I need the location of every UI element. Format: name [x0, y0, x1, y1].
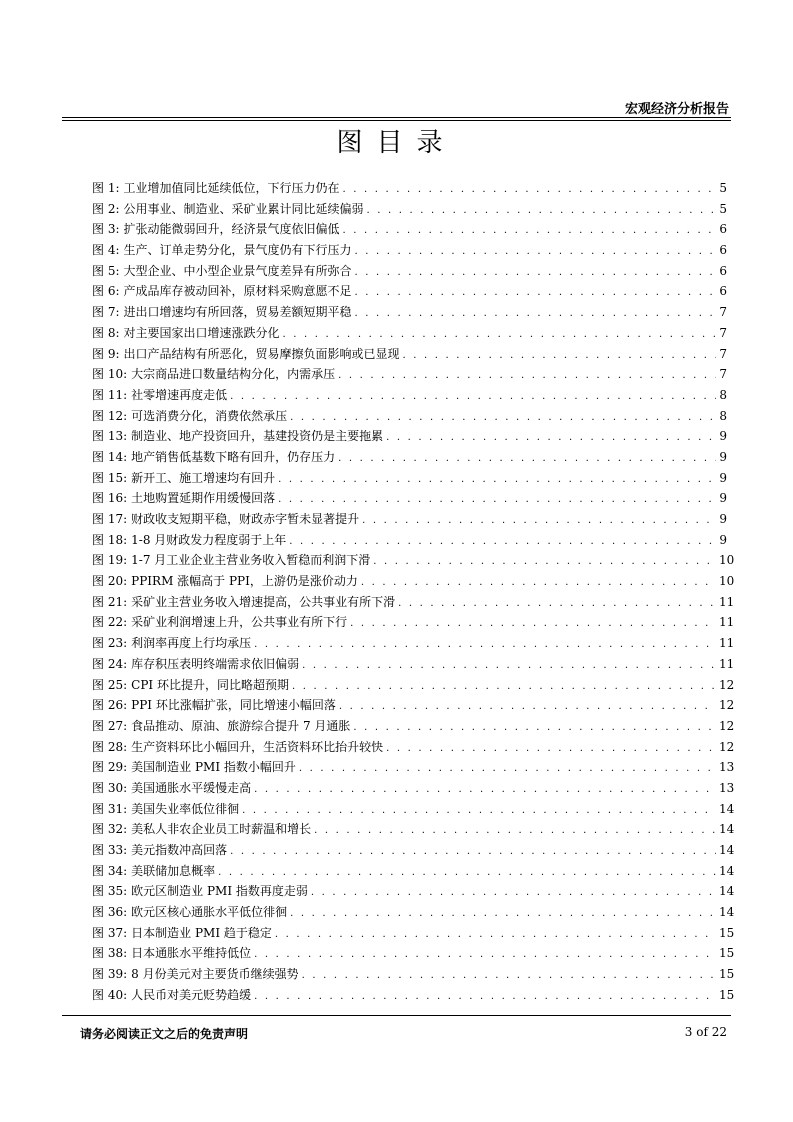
- toc-entry-page[interactable]: 11: [719, 615, 735, 630]
- toc-entry-title[interactable]: 1-8 月财政发力程度弱于上年: [131, 532, 287, 547]
- toc-dot-leader: [299, 759, 716, 780]
- toc-entry-title[interactable]: 食品推动、原油、旅游综合提升 7 月通胀: [131, 718, 351, 733]
- toc-entry[interactable]: [92, 861, 735, 882]
- toc-entry-page[interactable]: 11: [719, 656, 735, 671]
- toc-entry-page[interactable]: 7: [719, 305, 727, 320]
- toc-entry-label: 图 27:: [92, 718, 128, 733]
- toc-entry-page[interactable]: 15: [719, 925, 735, 940]
- toc-entry-label: 图 25:: [92, 677, 128, 692]
- toc-entry-page[interactable]: 9: [719, 449, 727, 464]
- toc-entry-label: 图 30:: [92, 780, 128, 795]
- toc-entry[interactable]: [92, 530, 727, 551]
- toc-entry-label: 图 13:: [92, 429, 128, 444]
- toc-entry-page[interactable]: 9: [719, 429, 727, 444]
- toc-dot-leader: [230, 842, 716, 863]
- toc-entry-page[interactable]: 9: [719, 512, 727, 526]
- toc-entry-title[interactable]: 8 月份美元对主要货币继续强势: [131, 967, 299, 982]
- toc-entry[interactable]: [92, 819, 735, 840]
- toc-entry[interactable]: [92, 654, 735, 675]
- toc-entry-label: 图 38:: [92, 946, 128, 961]
- toc-entry-title[interactable]: 美联储加息概率: [131, 863, 216, 878]
- toc-entry-label: 图 21:: [92, 594, 128, 609]
- toc-dot-leader: [283, 325, 716, 346]
- toc-entry-page[interactable]: 6: [719, 243, 727, 258]
- toc-entry-label: 图 24:: [92, 656, 128, 671]
- toc-entry-page[interactable]: 15: [719, 946, 735, 961]
- header-rule: [62, 117, 731, 118]
- toc-entry-title[interactable]: 生产、订单走势分化，景气度仍有下行压力: [123, 243, 352, 258]
- toc-entry-page[interactable]: 15: [719, 967, 735, 982]
- toc-entry-title[interactable]: 美国失业率低位徘徊: [131, 801, 240, 816]
- toc-dot-leader: [290, 904, 716, 925]
- toc-entry-title[interactable]: 欧元区制造业 PMI 指数再度走弱: [131, 884, 308, 899]
- toc-entry-title[interactable]: 工业增加值同比延续低位，下行压力仍在: [123, 181, 340, 195]
- toc-entry-page[interactable]: 11: [719, 636, 735, 651]
- toc-entry-page[interactable]: 9: [719, 532, 727, 547]
- footer-page-number: 3 of 22: [684, 1025, 727, 1039]
- toc-entry-page[interactable]: 12: [719, 698, 735, 713]
- toc-entry-title[interactable]: 大型企业、中小型企业景气度差异有所弥合: [123, 263, 352, 278]
- toc-entry-title[interactable]: 出口产品结构有所恶化，贸易摩擦负面影响或已显现: [123, 346, 400, 361]
- toc-entry[interactable]: [92, 406, 727, 427]
- toc-entry[interactable]: [92, 426, 727, 447]
- toc-entry-page[interactable]: 7: [719, 346, 727, 361]
- toc-dot-leader: [275, 925, 716, 946]
- toc-entry[interactable]: [92, 695, 735, 716]
- toc-entry-title[interactable]: 日本通胀水平维持低位: [131, 946, 252, 961]
- toc-entry-label: 图 31:: [92, 801, 128, 816]
- toc-dot-leader: [278, 490, 716, 511]
- toc-entry-page[interactable]: 8: [719, 387, 727, 402]
- toc-entry-label: 图 37:: [92, 925, 128, 940]
- toc-entry[interactable]: [92, 964, 735, 985]
- toc-entry[interactable]: [92, 199, 727, 220]
- toc-dot-leader: [302, 966, 716, 987]
- toc-entry-page[interactable]: 5: [719, 181, 727, 195]
- toc-entry-label: 图 39:: [92, 967, 128, 982]
- toc-entry[interactable]: [92, 716, 735, 737]
- toc-dot-leader: [311, 883, 716, 904]
- toc-entry[interactable]: [92, 468, 727, 489]
- toc-dot-leader: [338, 366, 716, 387]
- footer-rule: [62, 1015, 731, 1016]
- toc-entry-label: 图 29:: [92, 760, 128, 775]
- toc-entry[interactable]: [92, 799, 735, 820]
- toc-dot-leader: [254, 945, 716, 966]
- toc-entry-label: 图 16:: [92, 491, 128, 506]
- toc-entry-label: 图 6:: [92, 284, 120, 299]
- toc-entry[interactable]: [92, 344, 727, 365]
- toc-entry-title[interactable]: 采矿业利润增速上升，公共事业有所下行: [131, 615, 348, 630]
- toc-entry-label: 图 20:: [92, 574, 128, 589]
- toc-entry[interactable]: [92, 737, 735, 758]
- toc-dot-leader: [278, 470, 716, 491]
- toc-entry-label: 图 19:: [92, 553, 128, 568]
- toc-entry-title[interactable]: 产成品库存被动回补，原材料采购意愿不足: [123, 284, 352, 299]
- toc-entry-title[interactable]: 进出口增速均有所回落，贸易差额短期平稳: [123, 305, 352, 320]
- toc-dot-leader: [355, 304, 716, 325]
- toc-dot-leader: [355, 283, 716, 304]
- toc-entry-title[interactable]: 财政收支短期平稳，财政赤字暂未显著提升: [131, 512, 360, 526]
- toc-entry[interactable]: [92, 592, 735, 613]
- toc-dot-leader: [302, 656, 716, 677]
- toc-entry-label: 图 10:: [92, 367, 128, 382]
- toc-dot-leader: [361, 573, 716, 594]
- toc-entry-label: 图 4:: [92, 243, 120, 258]
- toc-entry-title[interactable]: PPI 环比涨幅扩张，同比增速小幅回落: [131, 698, 336, 713]
- toc-entry-label: 图 2:: [92, 201, 120, 216]
- toc-entry-label: 图 28:: [92, 739, 128, 754]
- toc-entry[interactable]: [92, 612, 735, 633]
- toc-entry[interactable]: [92, 178, 727, 199]
- toc-entry[interactable]: [92, 757, 735, 778]
- toc-entry[interactable]: [92, 323, 727, 344]
- toc-entry-title[interactable]: 生产资料环比小幅回升，生活资料环比抬升较快: [131, 739, 384, 754]
- toc-entry-page[interactable]: 15: [719, 987, 735, 1002]
- toc-entry-label: 图 9:: [92, 346, 120, 361]
- toc-entry-title[interactable]: 库存积压表明终端需求依旧偏弱: [131, 656, 300, 671]
- toc-dot-leader: [353, 718, 716, 739]
- toc-entry[interactable]: [92, 364, 727, 385]
- toc-entry-page[interactable]: 9: [719, 491, 727, 506]
- toc-entry-label: 图 18:: [92, 532, 128, 547]
- toc-entry-page[interactable]: 5: [719, 201, 727, 216]
- toc-entry-title[interactable]: PPIRM 涨幅高于 PPI，上游仍是涨价动力: [131, 574, 358, 589]
- toc-entry-page[interactable]: 8: [719, 408, 727, 423]
- toc-entry[interactable]: [92, 447, 727, 468]
- toc-entry-page[interactable]: 10: [719, 574, 735, 589]
- toc-entry[interactable]: [92, 385, 727, 406]
- toc-dot-leader: [254, 987, 716, 1008]
- page-title: 图目录: [336, 128, 457, 158]
- toc-entry[interactable]: [92, 261, 727, 282]
- toc-entry-label: 图 36:: [92, 905, 128, 920]
- toc-entry-title[interactable]: 日本制造业 PMI 趋于稳定: [131, 925, 272, 940]
- toc-entry[interactable]: [92, 840, 735, 861]
- toc-dot-leader: [386, 739, 716, 760]
- toc-entry-label: 图 11:: [92, 387, 128, 402]
- toc-entry-title[interactable]: 采矿业主营业务收入增速提高，公共事业有所下滑: [131, 594, 396, 609]
- toc-dot-leader: [367, 201, 716, 222]
- toc-entry-page[interactable]: 12: [719, 718, 735, 733]
- toc-entry-label: 图 7:: [92, 305, 120, 320]
- toc-entry-title[interactable]: 美元指数冲高回落: [131, 843, 228, 857]
- toc-dot-leader: [218, 863, 716, 884]
- toc-entry-title[interactable]: 制造业、地产投资回升，基建投资仍是主要拖累: [131, 429, 384, 444]
- toc-entry-page[interactable]: 14: [719, 863, 735, 878]
- toc-entry-title[interactable]: 土地购置延期作用缓慢回落: [131, 491, 276, 506]
- toc-entry-page[interactable]: 7: [719, 367, 727, 382]
- report-header-title: 宏观经济分析报告: [624, 102, 729, 117]
- toc-entry-title[interactable]: 新开工、施工增速均有回升: [131, 470, 276, 485]
- toc-entry[interactable]: [92, 881, 735, 902]
- toc-entry-title[interactable]: 可选消费分化，消费依然承压: [131, 408, 288, 423]
- toc-entry-label: 图 15:: [92, 470, 128, 485]
- toc-entry[interactable]: [92, 488, 727, 509]
- toc-entry-label: 图 22:: [92, 615, 128, 630]
- toc-entry-label: 图 35:: [92, 884, 128, 899]
- toc-entry[interactable]: [92, 985, 735, 1006]
- toc-entry-label: 图 17:: [92, 512, 128, 526]
- toc-entry-label: 图 5:: [92, 263, 120, 278]
- figure-toc-list: [92, 178, 735, 1006]
- toc-entry-title[interactable]: 美国通胀水平缓慢走高: [131, 780, 252, 795]
- toc-entry-title[interactable]: 利润率再度上行均承压: [131, 636, 252, 651]
- toc-entry[interactable]: [92, 302, 727, 323]
- toc-entry-label: 图 14:: [92, 449, 128, 464]
- toc-entry-page[interactable]: 7: [719, 325, 727, 340]
- toc-entry-label: 图 34:: [92, 863, 128, 878]
- toc-entry-page[interactable]: 13: [719, 780, 735, 795]
- toc-entry-page[interactable]: 6: [719, 284, 727, 299]
- toc-entry-label: 图 8:: [92, 325, 120, 340]
- toc-entry-title[interactable]: 美国制造业 PMI 指数小幅回升: [131, 760, 296, 775]
- toc-dot-leader: [355, 263, 716, 284]
- toc-entry[interactable]: [92, 571, 735, 592]
- toc-entry[interactable]: [92, 633, 735, 654]
- toc-entry-page[interactable]: 14: [719, 884, 735, 899]
- toc-entry-label: 图 26:: [92, 698, 128, 713]
- toc-entry-page[interactable]: 13: [719, 760, 735, 775]
- toc-entry[interactable]: [92, 509, 727, 530]
- toc-entry-page[interactable]: 14: [719, 801, 735, 816]
- toc-entry-title[interactable]: 1-7 月工业企业主营业务收入暂稳而利润下滑: [131, 553, 371, 568]
- toc-entry-page[interactable]: 14: [719, 822, 735, 837]
- toc-dot-leader: [350, 614, 716, 635]
- toc-entry-title[interactable]: 欧元区核心通胀水平低位徘徊: [131, 905, 288, 920]
- toc-entry-title[interactable]: 美私人非农企业员工时薪温和增长: [131, 822, 312, 837]
- toc-entry-title[interactable]: CPI 环比提升，同比略超预期: [131, 677, 289, 692]
- toc-dot-leader: [292, 677, 716, 698]
- toc-dot-leader: [373, 552, 716, 573]
- toc-entry-label: 图 12:: [92, 408, 128, 423]
- toc-entry[interactable]: [92, 219, 727, 240]
- toc-dot-leader: [398, 594, 716, 615]
- header-rule-thin: [62, 120, 731, 121]
- toc-entry-page[interactable]: 10: [719, 553, 735, 568]
- toc-entry-title[interactable]: 公用事业、制造业、采矿业累计同比延续偏弱: [123, 201, 364, 216]
- toc-dot-leader: [338, 449, 716, 470]
- toc-dot-leader: [254, 780, 716, 801]
- toc-dot-leader: [386, 428, 716, 449]
- toc-dot-leader: [403, 346, 716, 367]
- toc-dot-leader: [362, 511, 716, 532]
- toc-entry-label: 图 33:: [92, 843, 128, 857]
- footer-disclaimer: 请务必阅读正文之后的免责声明: [80, 1027, 249, 1041]
- toc-entry[interactable]: [92, 943, 735, 964]
- toc-entry-title[interactable]: 对主要国家出口增速涨跌分化: [123, 325, 280, 340]
- toc-entry-title[interactable]: 人民币对美元贬势趋缓: [131, 987, 252, 1002]
- toc-entry-title[interactable]: 扩张动能微弱回升，经济景气度依旧偏低: [123, 222, 340, 237]
- toc-entry[interactable]: [92, 550, 735, 571]
- toc-entry-label: 图 40:: [92, 987, 128, 1002]
- toc-dot-leader: [254, 635, 716, 656]
- toc-dot-leader: [355, 242, 716, 263]
- toc-entry[interactable]: [92, 281, 727, 302]
- toc-entry-page[interactable]: 14: [719, 843, 735, 857]
- toc-dot-leader: [343, 221, 716, 242]
- toc-dot-leader: [314, 821, 716, 842]
- toc-entry[interactable]: [92, 240, 727, 261]
- toc-entry[interactable]: [92, 675, 735, 696]
- toc-entry-title[interactable]: 地产销售低基数下略有回升，仍存压力: [131, 449, 336, 464]
- toc-entry-page[interactable]: 6: [719, 222, 727, 237]
- toc-dot-leader: [343, 180, 716, 201]
- toc-dot-leader: [339, 697, 716, 718]
- toc-entry-page[interactable]: 12: [719, 677, 735, 692]
- toc-entry-page[interactable]: 6: [719, 263, 727, 278]
- toc-entry[interactable]: [92, 923, 735, 944]
- toc-dot-leader: [230, 387, 716, 408]
- toc-entry-title[interactable]: 大宗商品进口数量结构分化，内需承压: [131, 367, 336, 382]
- toc-dot-leader: [290, 408, 716, 429]
- toc-entry[interactable]: [92, 778, 735, 799]
- toc-entry-page[interactable]: 11: [719, 594, 735, 609]
- toc-dot-leader: [289, 532, 716, 553]
- toc-entry-label: 图 32:: [92, 822, 128, 837]
- toc-entry-page[interactable]: 12: [719, 739, 735, 754]
- toc-entry-page[interactable]: 14: [719, 905, 735, 920]
- toc-entry-label: 图 23:: [92, 636, 128, 651]
- toc-entry-title[interactable]: 社零增速再度走低: [131, 387, 228, 402]
- toc-entry-label: 图 3:: [92, 222, 120, 237]
- toc-entry-page[interactable]: 9: [719, 470, 727, 485]
- toc-dot-leader: [242, 801, 716, 822]
- toc-entry-label: 图 1:: [92, 181, 120, 195]
- toc-entry[interactable]: [92, 902, 735, 923]
